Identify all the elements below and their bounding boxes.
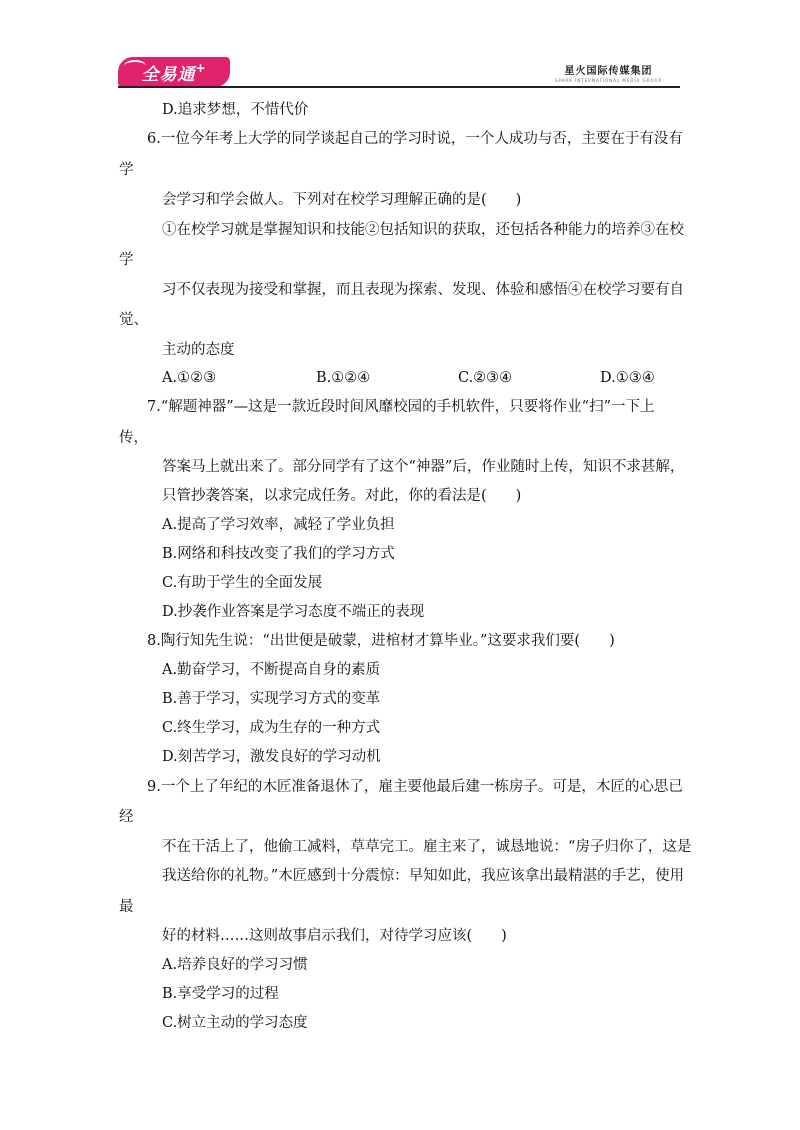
text-line: 主动的态度 — [162, 342, 235, 358]
text-line: D.追求梦想，不惜代价 — [162, 102, 309, 118]
option-c: C.②③④ — [458, 370, 513, 386]
text-line: 答案马上就出来了。部分同学有了这个“神器”后，作业随时上传，知识不求甚解， — [162, 459, 685, 475]
option-a: A.提高了学习效率，减轻了学业负担 — [162, 517, 395, 533]
text-line: 觉、 — [119, 312, 148, 328]
text-line: 传， — [119, 430, 148, 446]
option-a: A.勤奋学习，不断提高自身的素质 — [162, 662, 381, 678]
company-subtitle: SPARK INTERNATIONAL MEDIA GROUP — [554, 78, 662, 83]
text-line: 会学习和学会做人。下列对在校学习理解正确的是( ) — [162, 192, 522, 208]
question-8-line: 8.陶行知先生说：“出世便是破蒙，进棺材才算毕业。”这要求我们要( ) — [147, 633, 615, 649]
question-9-line: 9.一个上了年纪的木匠准备退休了，雇主要他最后建一栋房子。可是，木匠的心思已 — [147, 779, 683, 795]
option-c: C.终生学习，成为生存的一种方式 — [162, 720, 381, 736]
text-line: 只管抄袭答案，以求完成任务。对此，你的看法是( ) — [162, 488, 522, 504]
text-line: 我送给你的礼物。”木匠感到十分震惊：早知如此，我应该拿出最精湛的手艺，使用 — [162, 868, 685, 884]
option-c: C.有助于学生的全面发展 — [162, 575, 323, 591]
text-line: 不在干活上了，他偷工减料，草草完工。雇主来了，诚恳地说：“房子归你了，这是 — [162, 839, 692, 855]
option-d: D.抄袭作业答案是学习态度不端正的表现 — [162, 604, 425, 620]
text-line: 学 — [119, 162, 134, 178]
text-line: 习不仅表现为接受和掌握，而且表现为探索、发现、体验和感悟④在校学习要有自 — [162, 282, 684, 298]
logo-plus: + — [195, 61, 207, 75]
page-header — [0, 0, 800, 90]
text-line: 学 — [119, 252, 134, 268]
option-a: A.①②③ — [162, 370, 217, 386]
text-line: 经 — [119, 809, 134, 825]
text-line: ①在校学习就是掌握知识和技能②包括知识的获取，还包括各种能力的培养③在校 — [162, 222, 684, 238]
text-line: 最 — [119, 899, 134, 915]
logo-text: 全易通 — [141, 64, 196, 85]
option-b: B.享受学习的过程 — [162, 986, 279, 1002]
question-7-line: 7.“解题神器”—这是一款近段时间风靡校园的手机软件，只要将作业“扫”一下上 — [147, 399, 655, 415]
brand-logo — [118, 57, 230, 87]
option-d: D.①③④ — [600, 370, 655, 386]
company-block — [555, 62, 662, 83]
question-6-line: 6.一位今年考上大学的同学谈起自己的学习时说，一个人成功与否，主要在于有没有 — [147, 131, 683, 147]
option-d: D.刻苦学习，激发良好的学习动机 — [162, 749, 381, 765]
logo-swoosh-icon — [124, 60, 146, 72]
option-b: B.网络和科技改变了我们的学习方式 — [162, 546, 395, 562]
option-c: C.树立主动的学习态度 — [162, 1015, 308, 1031]
header-rule — [118, 86, 680, 88]
option-b: B.善于学习，实现学习方式的变革 — [162, 691, 381, 707]
option-b: B.①②④ — [316, 370, 371, 386]
text-line: 好的材料……这则故事启示我们，对待学习应该( ) — [162, 928, 507, 944]
company-name: 星火国际传媒集团 — [564, 66, 653, 77]
option-a: A.培养良好的学习习惯 — [162, 957, 308, 973]
